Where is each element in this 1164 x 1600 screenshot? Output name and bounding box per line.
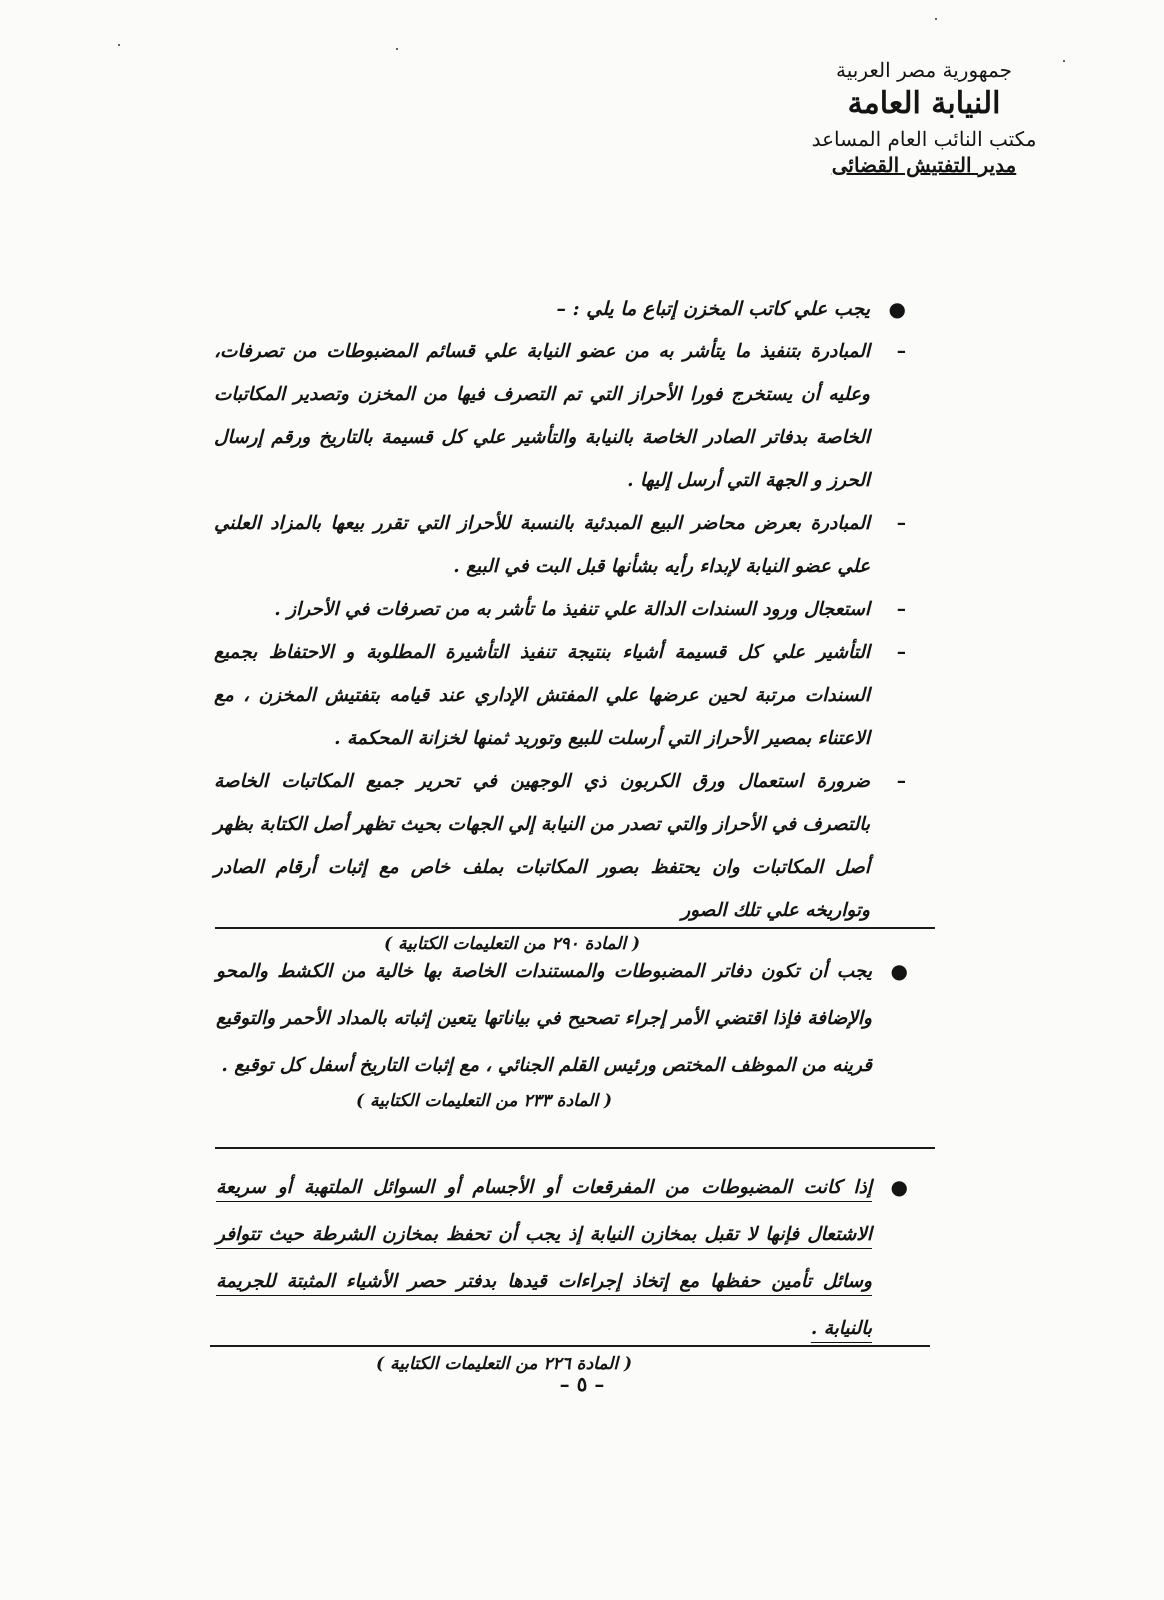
- list-item-text: ضرورة استعمال ورق الكربون ذي الوجهين في تحرير جميع المكاتبات الخاصة بالتصرف في الأحراز والتي تصدر من النيابة إلي الجهات بحيث تظهر أصل الكتابة بظهر أصل المكاتبات وان يحتفظ بصور المكاتبات بملف خاص مع إثبات أرقام الصادر وتواريخه علي تلك الصور: [214, 771, 871, 921]
- article-citation: ( المادة ٢٩٠ من التعليمات الكتابية ): [384, 934, 641, 954]
- bullet-icon: ●: [888, 297, 906, 321]
- scan-speck: [1063, 60, 1065, 62]
- republic-name: جمهورية مصر العربية: [836, 58, 1012, 82]
- explosives-paragraph: [216, 1164, 916, 1352]
- dash-icon: –: [896, 513, 906, 534]
- section-registers: [216, 948, 916, 1111]
- list-item: [214, 588, 914, 631]
- duty-list: [214, 330, 914, 932]
- registers-paragraph: [216, 948, 916, 1089]
- bullet-icon: ●: [890, 1175, 908, 1199]
- list-item-text: المبادرة بتنفيذ ما يتأشر به من عضو النيابة علي قسائم المضبوطات من تصرفات، وعليه أن يستخرج فورا الأحراز التي تم التصرف فيها من المخزن وتصدير المكاتبات الخاصة بدفاتر الصادر الخاصة بالنيابة والتأشير علي كل قسيمة بالتاريخ ورقم إرسال الحرز و الجهة التي أرسل إليها .: [214, 341, 870, 491]
- dash-icon: –: [896, 599, 906, 620]
- list-item: [214, 631, 914, 760]
- list-item-text: التأشير علي كل قسيمة أشياء بنتيجة تنفيذ التأشيرة المطلوبة و الاحتفاظ بجميع السندات مرتبة لحين عرضها علي المفتش الإداري عند قيامه بتفتيش المخزن ، مع الاعتناء بمصير الأحراز التي أرسلت للبيع وتوريد ثمنها لخزانة المحكمة .: [214, 642, 870, 749]
- section-warehouse-clerk: [214, 288, 914, 954]
- list-item: [214, 760, 914, 932]
- bullet-icon: ●: [890, 959, 908, 983]
- scan-speck: [935, 18, 937, 20]
- dash-icon: –: [896, 341, 906, 362]
- article-citation: ( المادة ٢٣٣ من التعليمات الكتابية ): [356, 1091, 613, 1111]
- authority-name: النيابة العامة: [847, 86, 1001, 121]
- dash-icon: –: [896, 771, 906, 792]
- department-name: مدير التفتيش القضائى: [831, 153, 1017, 177]
- list-item-text: استعجال ورود السندات الدالة علي تنفيذ ما تأشر به من تصرفات في الأحراز .: [274, 599, 870, 620]
- registers-text: يجب أن تكون دفاتر المضبوطات والمستندات الخاصة بها خالية من الكشط والمحو والإضافة فإذا اقتضي الأمر إجراء تصحيح في بياناتها يتعين إثباته بالمداد الأحمر والتوقيع قرينه من الموظف المختص ورئيس القلم الجنائي ، مع إثبات التاريخ أسفل كل توقيع .: [216, 961, 872, 1076]
- scan-speck: [396, 48, 398, 50]
- section-explosives: [216, 1164, 916, 1374]
- section-divider: [215, 1147, 935, 1149]
- section-divider: [210, 1345, 930, 1347]
- office-name: مكتب النائب العام المساعد: [811, 127, 1037, 151]
- dash-icon: –: [896, 642, 906, 663]
- list-item: [214, 330, 914, 502]
- letterhead: [794, 58, 1054, 177]
- list-item: [214, 502, 914, 588]
- section-intro: [214, 288, 914, 330]
- section-intro-text: يجب علي كاتب المخزن إتباع ما يلي : –: [556, 298, 870, 320]
- list-item-text: المبادرة بعرض محاضر البيع المبدئية بالنسبة للأحراز التي تقرر بيعها بالمزاد العلني علي عضو النيابة لإبداء رأيه بشأنها قبل البت في البيع .: [214, 513, 870, 577]
- scan-speck: [118, 44, 120, 46]
- page-number: – ٥ –: [559, 1372, 605, 1396]
- article-citation: ( المادة ٢٢٦ من التعليمات الكتابية ): [376, 1354, 633, 1374]
- explosives-text: إذا كانت المضبوطات من المفرقعات أو الأجسام أو السوائل الملتهبة أو سريعة الاشتعال فإنها لا تقبل بمخازن النيابة إذ يجب أن تحفظ بمخازن الشرطة حيث تتوافر وسائل تأمين حفظها مع إتخاذ إجراءات قيدها بدفتر حصر الأشياء المثبتة للجريمة بالنيابة .: [216, 1177, 872, 1339]
- section-divider: [215, 927, 935, 929]
